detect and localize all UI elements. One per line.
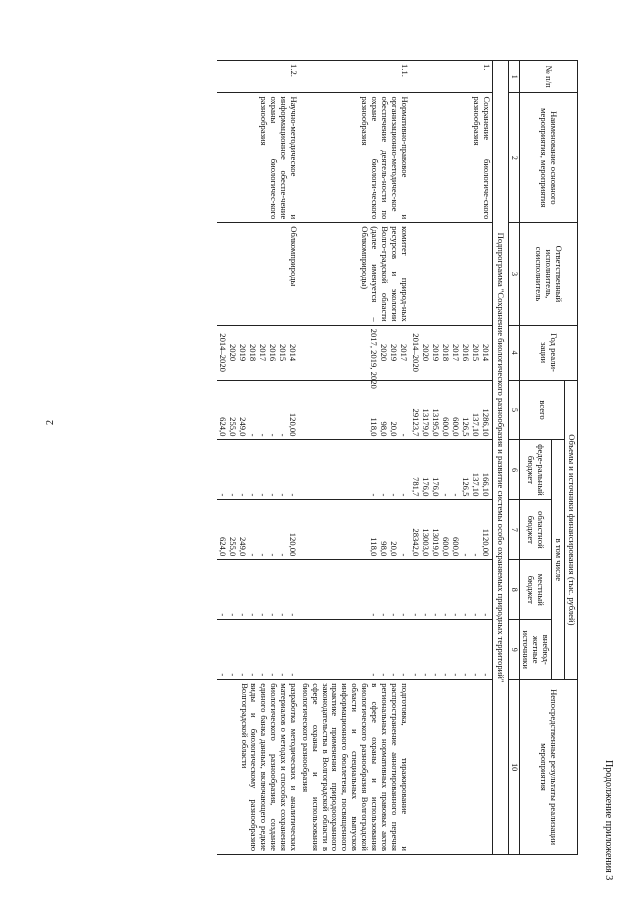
extra-list-value: - xyxy=(430,673,441,677)
header-regional: областной бюджет xyxy=(519,500,552,560)
regional-list xyxy=(410,500,493,560)
extra-list-value: - xyxy=(247,673,258,677)
funding-table xyxy=(217,60,578,855)
measure-name: Сохранение биологиче-ского разнообразия xyxy=(410,93,493,223)
total-list-value: 29123,7 xyxy=(410,408,421,437)
federal-list-value: - xyxy=(368,493,379,497)
extra-list-value: - xyxy=(267,673,278,677)
year-list xyxy=(217,325,299,380)
year-list-value: 2018 xyxy=(247,344,258,362)
total-list-value: 249,0 xyxy=(237,417,248,437)
year-list-value: 2014–2020 xyxy=(410,333,421,372)
result-text xyxy=(410,680,493,855)
extra-list xyxy=(299,620,410,680)
year-list xyxy=(299,325,410,389)
header-num: № п/п xyxy=(519,61,577,93)
header-local: местный бюджет xyxy=(519,560,552,620)
local-list-value: - xyxy=(277,613,288,617)
year-list-value: 2016 xyxy=(267,344,278,362)
total-list-value: 126,5 xyxy=(460,417,471,437)
extra-list xyxy=(217,620,299,680)
local-list-value: - xyxy=(227,613,238,617)
result-text: разработка методических и аналитических материалов о методах и способах сохранения биологического разнообразия, создание единого банка данных, включающего редкие виды и биологическому разнообразию Волгоградской области xyxy=(217,680,299,855)
header-extra: внебюд-жетные источники xyxy=(519,620,552,680)
subprogram-title: Подпрограмма "Сохранение биологического разнообразия и развитие системы особо охраняемых природных территорий" xyxy=(492,61,509,855)
extra-list-value: - xyxy=(470,673,481,677)
regional-list-value: - xyxy=(398,553,409,557)
extra-list-value: - xyxy=(368,673,379,677)
local-list-value: - xyxy=(237,613,248,617)
year-list-value: 2019 xyxy=(388,344,399,362)
local-list-value: - xyxy=(368,613,379,617)
header-year: Год реали-зации xyxy=(519,325,577,380)
executor xyxy=(410,223,493,325)
local-list-value: - xyxy=(420,613,431,617)
year-list-value: 2019 xyxy=(430,344,441,362)
table-row xyxy=(410,61,493,855)
extra-list xyxy=(410,620,493,680)
federal-list-value: - xyxy=(287,493,298,497)
regional-list-value: - xyxy=(247,553,258,557)
year-list-value: 2014–2020 xyxy=(217,333,228,372)
year-list-value: 2014 xyxy=(480,344,491,362)
local-list xyxy=(410,560,493,620)
year-list-value: 2018 xyxy=(440,344,451,362)
header-incl: в том числе xyxy=(552,440,565,680)
federal-list-value: - xyxy=(398,493,409,497)
local-list-value: - xyxy=(440,613,451,617)
year-list-value: 2014 xyxy=(287,344,298,362)
year-list-value: 2020 xyxy=(227,344,238,362)
extra-list-value: - xyxy=(420,673,431,677)
row-number: 1.1. xyxy=(299,61,410,93)
federal-list-value: - xyxy=(450,493,461,497)
year-list-value: 2017 xyxy=(257,344,268,362)
total-list-value: - xyxy=(257,433,268,437)
extra-list-value: - xyxy=(440,673,451,677)
extra-list-value: - xyxy=(480,673,491,677)
federal-list-value: - xyxy=(227,493,238,497)
col-index: 3 xyxy=(509,223,519,325)
federal-list-value: - xyxy=(440,493,451,497)
total-list-value: - xyxy=(267,433,278,437)
regional-list-value: 28342,0 xyxy=(410,528,421,557)
federal-list-value: 166,10 xyxy=(480,472,491,497)
year-list-value: 2017 xyxy=(398,344,409,362)
executor: Облкомприроды xyxy=(217,223,299,325)
local-list xyxy=(299,560,410,620)
header-federal: феде-ральный бюджет xyxy=(519,440,552,500)
col-index: 2 xyxy=(509,93,519,223)
federal-list-value: 176,0 xyxy=(420,477,431,497)
col-index: 1 xyxy=(509,61,519,93)
local-list-value: - xyxy=(480,613,491,617)
year-list-value: 2020 xyxy=(378,344,389,362)
regional-list-value: 13003,0 xyxy=(420,528,431,557)
regional-list-value: 624,0 xyxy=(217,536,228,557)
col-index: 6 xyxy=(509,440,519,500)
total-list-value: 1286,10 xyxy=(480,408,491,437)
total-list-value: 120,00 xyxy=(287,412,298,437)
col-index: 9 xyxy=(509,620,519,680)
header-total: всего xyxy=(519,380,565,440)
header-funding-group: Объемы и источники финансирования (тыс. рублей) xyxy=(565,380,578,680)
regional-list-value: 120,00 xyxy=(287,532,298,557)
federal-list-value: - xyxy=(277,493,288,497)
local-list-value: - xyxy=(267,613,278,617)
total-list-value: 13195,0 xyxy=(430,408,441,437)
year-list-value: 2016 xyxy=(460,344,471,362)
federal-list-value: 126,5 xyxy=(460,477,471,497)
extra-list-value: - xyxy=(460,673,471,677)
local-list-value: - xyxy=(410,613,421,617)
regional-list-value: 255,0 xyxy=(227,536,238,557)
total-list-value: 20,0 xyxy=(388,421,399,437)
regional-list-value: 20,0 xyxy=(388,541,399,557)
year-list-value: 2020 xyxy=(420,344,431,362)
col-index: 10 xyxy=(509,680,519,855)
extra-list-value: - xyxy=(257,673,268,677)
year-list-value: 2017 xyxy=(450,344,461,362)
federal-list-value: - xyxy=(217,493,228,497)
table-row xyxy=(299,61,410,855)
local-list-value: - xyxy=(398,613,409,617)
executor: комитет природ-ных ресурсов и экологии Волго-градской области (далее именуется – Облкомприроды) xyxy=(299,223,410,325)
col-index: 5 xyxy=(509,380,519,440)
total-list-value: 137,10 xyxy=(470,412,481,437)
col-index: 7 xyxy=(509,500,519,560)
federal-list-value: - xyxy=(247,493,258,497)
measure-name: Нормативно-правовое и организационно-методичес-кое обеспечение деятель-ности по охране биологи-ческого разнообразия xyxy=(299,93,410,223)
total-list-value: 600,0 xyxy=(450,417,461,437)
regional-list-value: 13019,0 xyxy=(430,528,441,557)
total-list-value: 98,0 xyxy=(378,421,389,437)
total-list xyxy=(299,380,410,440)
local-list-value: - xyxy=(470,613,481,617)
local-list-value: - xyxy=(217,613,228,617)
year-list-value: 2019 xyxy=(237,344,248,362)
local-list-value: - xyxy=(430,613,441,617)
regional-list-value: - xyxy=(277,553,288,557)
local-list-value: - xyxy=(378,613,389,617)
col-index: 8 xyxy=(509,560,519,620)
federal-list-value: 137,10 xyxy=(470,472,481,497)
regional-list-value: - xyxy=(470,553,481,557)
federal-list-value: - xyxy=(237,493,248,497)
local-list-value: - xyxy=(287,613,298,617)
regional-list-value: 600,0 xyxy=(450,536,461,557)
extra-list-value: - xyxy=(227,673,238,677)
federal-list-value: - xyxy=(257,493,268,497)
regional-list-value: - xyxy=(257,553,268,557)
extra-list-value: - xyxy=(287,673,298,677)
year-list-value: 2015 xyxy=(470,344,481,362)
total-list xyxy=(410,380,493,440)
federal-list-value: - xyxy=(378,493,389,497)
regional-list-value: 249,0 xyxy=(237,536,248,557)
federal-list-value: - xyxy=(267,493,278,497)
federal-list xyxy=(410,440,493,500)
year-list xyxy=(410,325,493,380)
total-list-value: - xyxy=(247,433,258,437)
regional-list-value: 600,0 xyxy=(440,536,451,557)
local-list-value: - xyxy=(257,613,268,617)
total-list-value: 600,0 xyxy=(440,417,451,437)
row-number: 1. xyxy=(410,61,493,93)
measure-name: Научно-методическое и информационное обеспе-чение охраны биологичес-кого разнообразия xyxy=(217,93,299,223)
total-list-value: 255,0 xyxy=(227,417,238,437)
total-list-value: 13179,0 xyxy=(420,408,431,437)
continuation-note: Продолжение приложения 3 xyxy=(603,760,614,881)
extra-list-value: - xyxy=(277,673,288,677)
total-list-value: - xyxy=(277,433,288,437)
header-name: Наименование основного мероприятия, мероприятия xyxy=(519,93,577,223)
page-number: 2 xyxy=(45,420,56,425)
table-row xyxy=(217,61,299,855)
result-text: подготовка, тиражирование и распространение аннотированного перечня региональных нормативных правовых актов в сфере охраны и использования биологического разнообразия Волгоградской области и специальных выпусков информационного бюллетеня, посвященного практике применения природоохранного законодательства в Волгоградской области в сфере охраны и использования биологического разнообразия xyxy=(299,680,410,855)
year-list-value: 2015 xyxy=(277,344,288,362)
header-executor: Ответственный исполнитель, соисполнитель xyxy=(519,223,577,325)
federal-list xyxy=(299,440,410,500)
total-list-value: - xyxy=(398,433,409,437)
federal-list xyxy=(217,440,299,500)
extra-list-value: - xyxy=(410,673,421,677)
regional-list-value: - xyxy=(460,553,471,557)
total-list-value: 118,0 xyxy=(368,417,379,437)
local-list-value: - xyxy=(450,613,461,617)
regional-list-value: 1120,00 xyxy=(480,528,491,557)
extra-list-value: - xyxy=(237,673,248,677)
col-index: 4 xyxy=(509,325,519,380)
regional-list-value: 98,0 xyxy=(378,541,389,557)
local-list-value: - xyxy=(460,613,471,617)
federal-list-value: 176,0 xyxy=(430,477,441,497)
local-list xyxy=(217,560,299,620)
year-list-value: 2017, 2019, 2020 xyxy=(368,328,379,389)
header-result: Непосредственные результаты реализации мероприятия xyxy=(519,680,577,855)
regional-list xyxy=(217,500,299,560)
extra-list-value: - xyxy=(217,673,228,677)
row-number: 1.2. xyxy=(217,61,299,93)
regional-list-value: 118,0 xyxy=(368,537,379,557)
federal-list-value: - xyxy=(388,493,399,497)
regional-list xyxy=(299,500,410,560)
extra-list-value: - xyxy=(388,673,399,677)
local-list-value: - xyxy=(247,613,258,617)
total-list-value: 624,0 xyxy=(217,417,228,437)
extra-list-value: - xyxy=(450,673,461,677)
total-list xyxy=(217,380,299,440)
regional-list-value: - xyxy=(267,553,278,557)
federal-list-value: 781,7 xyxy=(410,477,421,497)
local-list-value: - xyxy=(388,613,399,617)
extra-list-value: - xyxy=(378,673,389,677)
extra-list-value: - xyxy=(398,673,409,677)
